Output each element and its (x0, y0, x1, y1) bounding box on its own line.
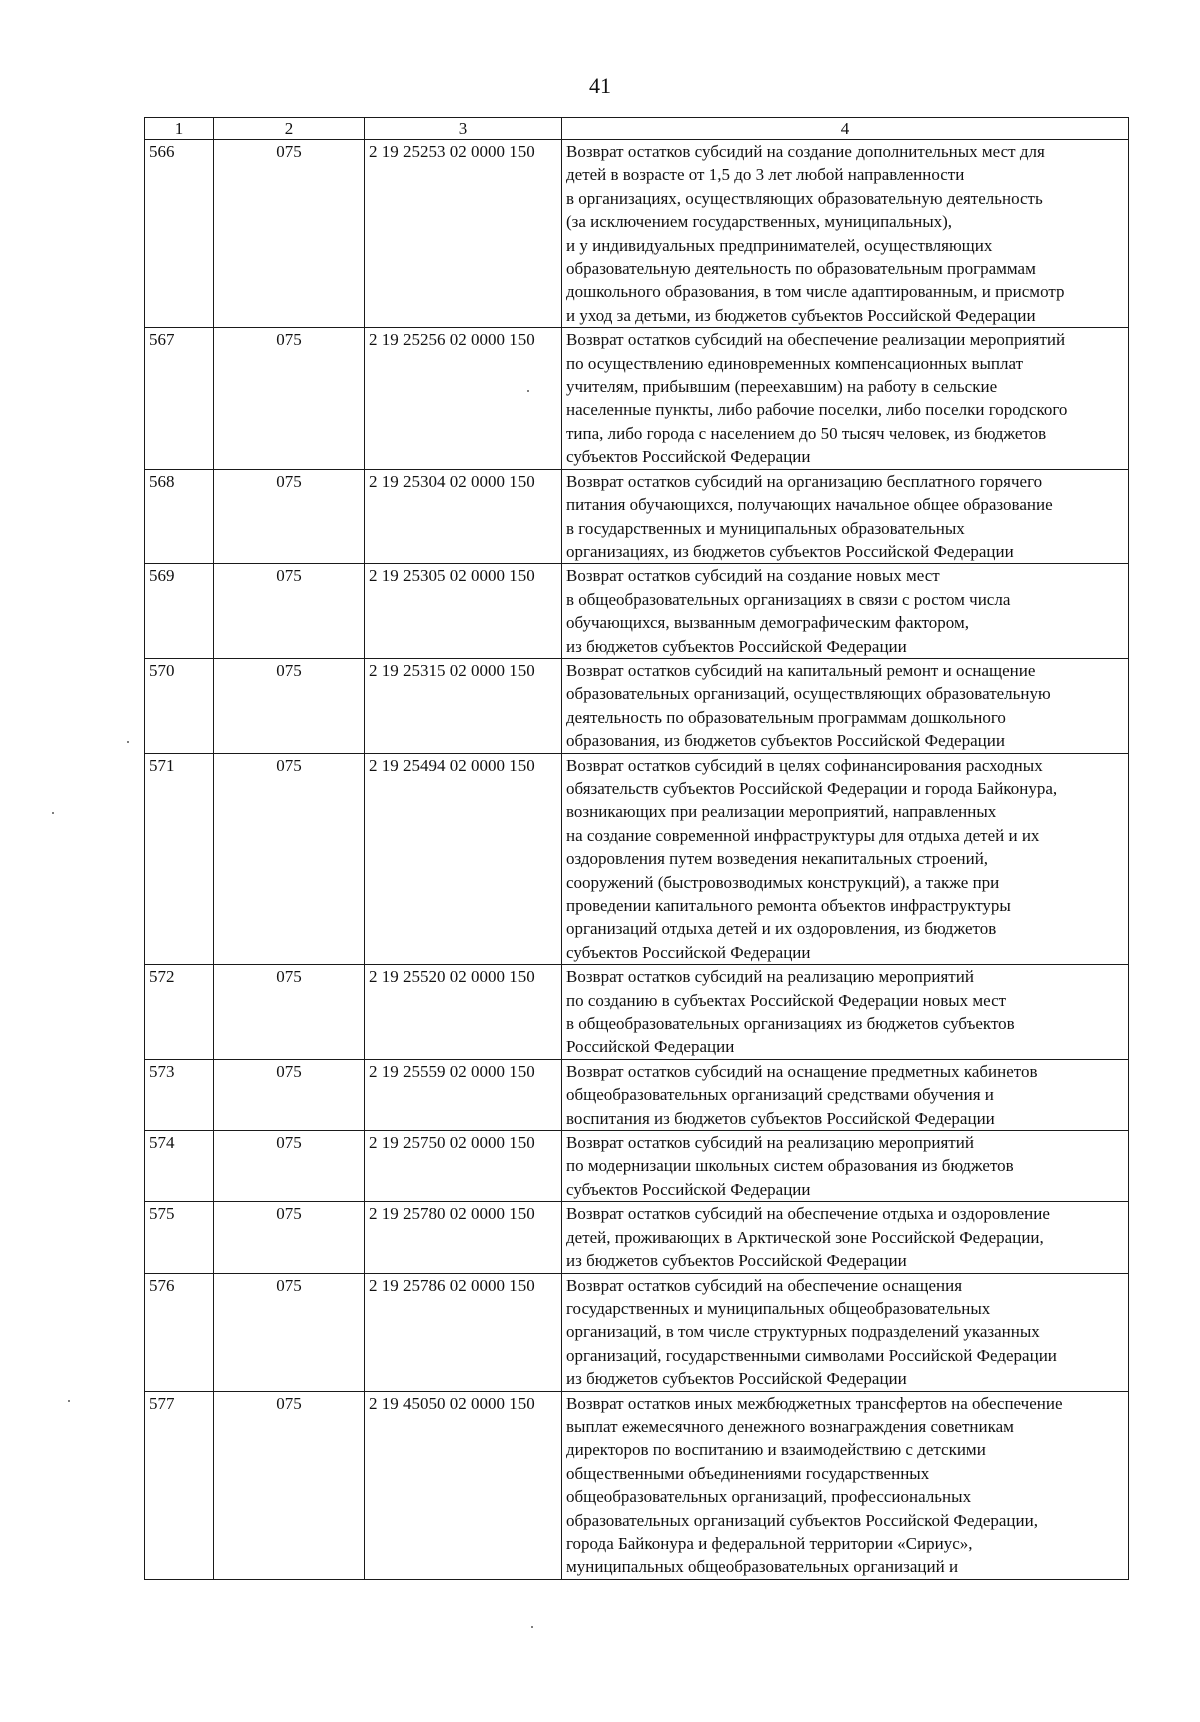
description-line: в государственных и муниципальных образовательных (566, 518, 965, 538)
income-description (562, 1391, 1129, 1579)
description-line: типа, либо города с населением до 50 тысяч человек, из бюджетов (566, 423, 1047, 443)
description-line: из бюджетов субъектов Российской Федерации (566, 1369, 907, 1389)
description-line: воспитания из бюджетов субъектов Российской Федерации (566, 1108, 995, 1128)
row-number: 575 (145, 1202, 214, 1273)
budget-classification-code: 2 19 25494 02 0000 150 (365, 753, 562, 965)
income-description (562, 1202, 1129, 1273)
description-line: города Байконура и федеральной территории «Сириус», (566, 1533, 973, 1553)
description-line: учителям, прибывшим (переехавшим) на работу в сельские (566, 377, 998, 397)
description-line: Возврат остатков иных межбюджетных трансфертов на обеспечение (566, 1393, 1063, 1413)
description-line: питания обучающихся, получающих начальное общее образование (566, 495, 1053, 515)
description-line: по осуществлению единовременных компенсационных выплат (566, 353, 1024, 373)
description-line: деятельность по образовательным программам дошкольного (566, 707, 1006, 727)
chapter-code: 075 (214, 965, 365, 1060)
budget-codes-table (144, 117, 1129, 1580)
scan-speck (52, 812, 54, 814)
scan-speck (531, 1626, 533, 1628)
description-line: обязательств субъектов Российской Федерации и города Байконура, (566, 778, 1058, 798)
budget-classification-code: 2 19 25253 02 0000 150 (365, 140, 562, 328)
description-line: субъектов Российской Федерации (566, 447, 811, 467)
description-line: Возврат остатков субсидий в целях софинансирования расходных (566, 755, 1043, 775)
row-number: 567 (145, 328, 214, 469)
description-line: Возврат остатков субсидий на обеспечение отдыха и оздоровление (566, 1204, 1050, 1224)
description-line: и у индивидуальных предпринимателей, осуществляющих (566, 235, 993, 255)
chapter-code: 075 (214, 1131, 365, 1202)
description-line: образовательную деятельность по образовательным программам (566, 259, 1036, 279)
row-number: 568 (145, 469, 214, 564)
table-row (145, 965, 1129, 1060)
income-description (562, 564, 1129, 659)
row-number: 572 (145, 965, 214, 1060)
budget-classification-code: 2 19 25750 02 0000 150 (365, 1131, 562, 1202)
table-row (145, 658, 1129, 753)
table-row (145, 1131, 1129, 1202)
description-line: Возврат остатков субсидий на реализацию мероприятий (566, 967, 974, 987)
description-line: Возврат остатков субсидий на капитальный ремонт и оснащение (566, 660, 1036, 680)
chapter-code: 075 (214, 328, 365, 469)
page-number: 41 (589, 73, 611, 98)
description-line: по модернизации школьных систем образования из бюджетов (566, 1156, 1014, 1176)
scan-speck (527, 390, 529, 392)
description-line: образования, из бюджетов субъектов Российской Федерации (566, 731, 1005, 751)
description-line: в общеобразовательных организациях из бюджетов субъектов (566, 1014, 1015, 1034)
description-line: Возврат остатков субсидий на организацию бесплатного горячего (566, 471, 1043, 491)
table-body (145, 140, 1129, 1580)
description-line: выплат ежемесячного денежного вознаграждения советникам (566, 1416, 1014, 1436)
budget-classification-code: 2 19 25315 02 0000 150 (365, 658, 562, 753)
description-line: Возврат остатков субсидий на обеспечение реализации мероприятий (566, 330, 1066, 350)
table-row (145, 753, 1129, 965)
budget-classification-code: 2 19 25256 02 0000 150 (365, 328, 562, 469)
budget-classification-code: 2 19 45050 02 0000 150 (365, 1391, 562, 1579)
table-row (145, 1202, 1129, 1273)
description-line: детей в возрасте от 1,5 до 3 лет любой направленности (566, 165, 965, 185)
description-line: организаций отдыха детей и их оздоровления, из бюджетов (566, 919, 997, 939)
income-description (562, 965, 1129, 1060)
row-number: 571 (145, 753, 214, 965)
chapter-code: 075 (214, 1202, 365, 1273)
description-line: Возврат остатков субсидий на создание дополнительных мест для (566, 142, 1045, 161)
chapter-code: 075 (214, 564, 365, 659)
income-description (562, 1059, 1129, 1130)
column-header-2: 2 (214, 118, 365, 140)
description-line: на создание современной инфраструктуры для отдыха детей и их (566, 825, 1040, 845)
description-line: общеобразовательных организаций, профессиональных (566, 1487, 972, 1507)
description-line: государственных и муниципальных общеобразовательных (566, 1298, 991, 1318)
description-line: в организациях, осуществляющих образовательную деятельность (566, 188, 1043, 208)
table-row (145, 564, 1129, 659)
description-line: по созданию в субъектах Российской Федерации новых мест (566, 990, 1007, 1010)
column-header-4: 4 (562, 118, 1129, 140)
description-line: (за исключением государственных, муниципальных), (566, 212, 953, 232)
description-line: и уход за детьми, из бюджетов субъектов Российской Федерации (566, 305, 1036, 325)
description-line: организациях, из бюджетов субъектов Российской Федерации (566, 541, 1014, 561)
chapter-code: 075 (214, 658, 365, 753)
scan-speck (68, 1400, 70, 1402)
budget-classification-code: 2 19 25780 02 0000 150 (365, 1202, 562, 1273)
income-description (562, 1273, 1129, 1391)
budget-classification-code: 2 19 25304 02 0000 150 (365, 469, 562, 564)
description-line: из бюджетов субъектов Российской Федерации (566, 1251, 907, 1271)
table-row (145, 1273, 1129, 1391)
income-description (562, 658, 1129, 753)
column-header-1: 1 (145, 118, 214, 140)
description-line: организаций, государственными символами Российской Федерации (566, 1345, 1057, 1365)
description-line: дошкольного образования, в том числе адаптированным, и присмотр (566, 282, 1065, 302)
description-line: населенные пункты, либо рабочие поселки, либо поселки городского (566, 400, 1068, 420)
description-line: из бюджетов субъектов Российской Федерации (566, 636, 907, 656)
description-line: возникающих при реализации мероприятий, направленных (566, 802, 997, 822)
description-line: муниципальных общеобразовательных организаций и (566, 1557, 959, 1577)
income-description (562, 328, 1129, 469)
description-line: субъектов Российской Федерации (566, 1179, 811, 1199)
row-number: 576 (145, 1273, 214, 1391)
budget-classification-code: 2 19 25520 02 0000 150 (365, 965, 562, 1060)
column-header-3: 3 (365, 118, 562, 140)
budget-classification-code: 2 19 25786 02 0000 150 (365, 1273, 562, 1391)
row-number: 574 (145, 1131, 214, 1202)
table-header-row (145, 118, 1129, 140)
description-line: обучающихся, вызванным демографическим фактором, (566, 613, 969, 633)
description-line: директоров по воспитанию и взаимодействию с детскими (566, 1440, 986, 1460)
description-line: общественными объединениями государственных (566, 1463, 930, 1483)
description-line: Возврат остатков субсидий на оснащение предметных кабинетов (566, 1061, 1038, 1081)
row-number: 577 (145, 1391, 214, 1579)
chapter-code: 075 (214, 1273, 365, 1391)
table-row (145, 140, 1129, 328)
description-line: организаций, в том числе структурных подразделений указанных (566, 1322, 1040, 1342)
row-number: 573 (145, 1059, 214, 1130)
chapter-code: 075 (214, 469, 365, 564)
description-line: Возврат остатков субсидий на реализацию мероприятий (566, 1133, 974, 1153)
table-row (145, 1059, 1129, 1130)
description-line: сооружений (быстровозводимых конструкций), а также при (566, 872, 1000, 892)
description-line: проведении капитального ремонта объектов инфраструктуры (566, 896, 1011, 915)
income-description (562, 140, 1129, 328)
description-line: субъектов Российской Федерации (566, 942, 811, 962)
income-description (562, 753, 1129, 965)
description-line: общеобразовательных организаций средствами обучения и (566, 1085, 994, 1105)
table-row (145, 1391, 1129, 1579)
description-line: Возврат остатков субсидий на создание новых мест (566, 566, 940, 586)
chapter-code: 075 (214, 1391, 365, 1579)
row-number: 570 (145, 658, 214, 753)
income-description (562, 469, 1129, 564)
chapter-code: 075 (214, 753, 365, 965)
chapter-code: 075 (214, 140, 365, 328)
description-line: детей, проживающих в Арктической зоне Российской Федерации, (566, 1227, 1044, 1247)
income-description (562, 1131, 1129, 1202)
table-row (145, 469, 1129, 564)
description-line: образовательных организаций субъектов Российской Федерации, (566, 1510, 1038, 1530)
row-number: 569 (145, 564, 214, 659)
description-line: в общеобразовательных организациях в связи с ростом числа (566, 589, 1011, 609)
chapter-code: 075 (214, 1059, 365, 1130)
budget-classification-code: 2 19 25305 02 0000 150 (365, 564, 562, 659)
scan-speck (127, 741, 129, 743)
table-row (145, 328, 1129, 469)
row-number: 566 (145, 140, 214, 328)
description-line: Возврат остатков субсидий на обеспечение оснащения (566, 1275, 963, 1295)
description-line: Российской Федерации (566, 1037, 735, 1057)
description-line: образовательных организаций, осуществляющих образовательную (566, 684, 1051, 704)
description-line: оздоровления путем возведения некапитальных строений, (566, 849, 989, 869)
budget-classification-code: 2 19 25559 02 0000 150 (365, 1059, 562, 1130)
